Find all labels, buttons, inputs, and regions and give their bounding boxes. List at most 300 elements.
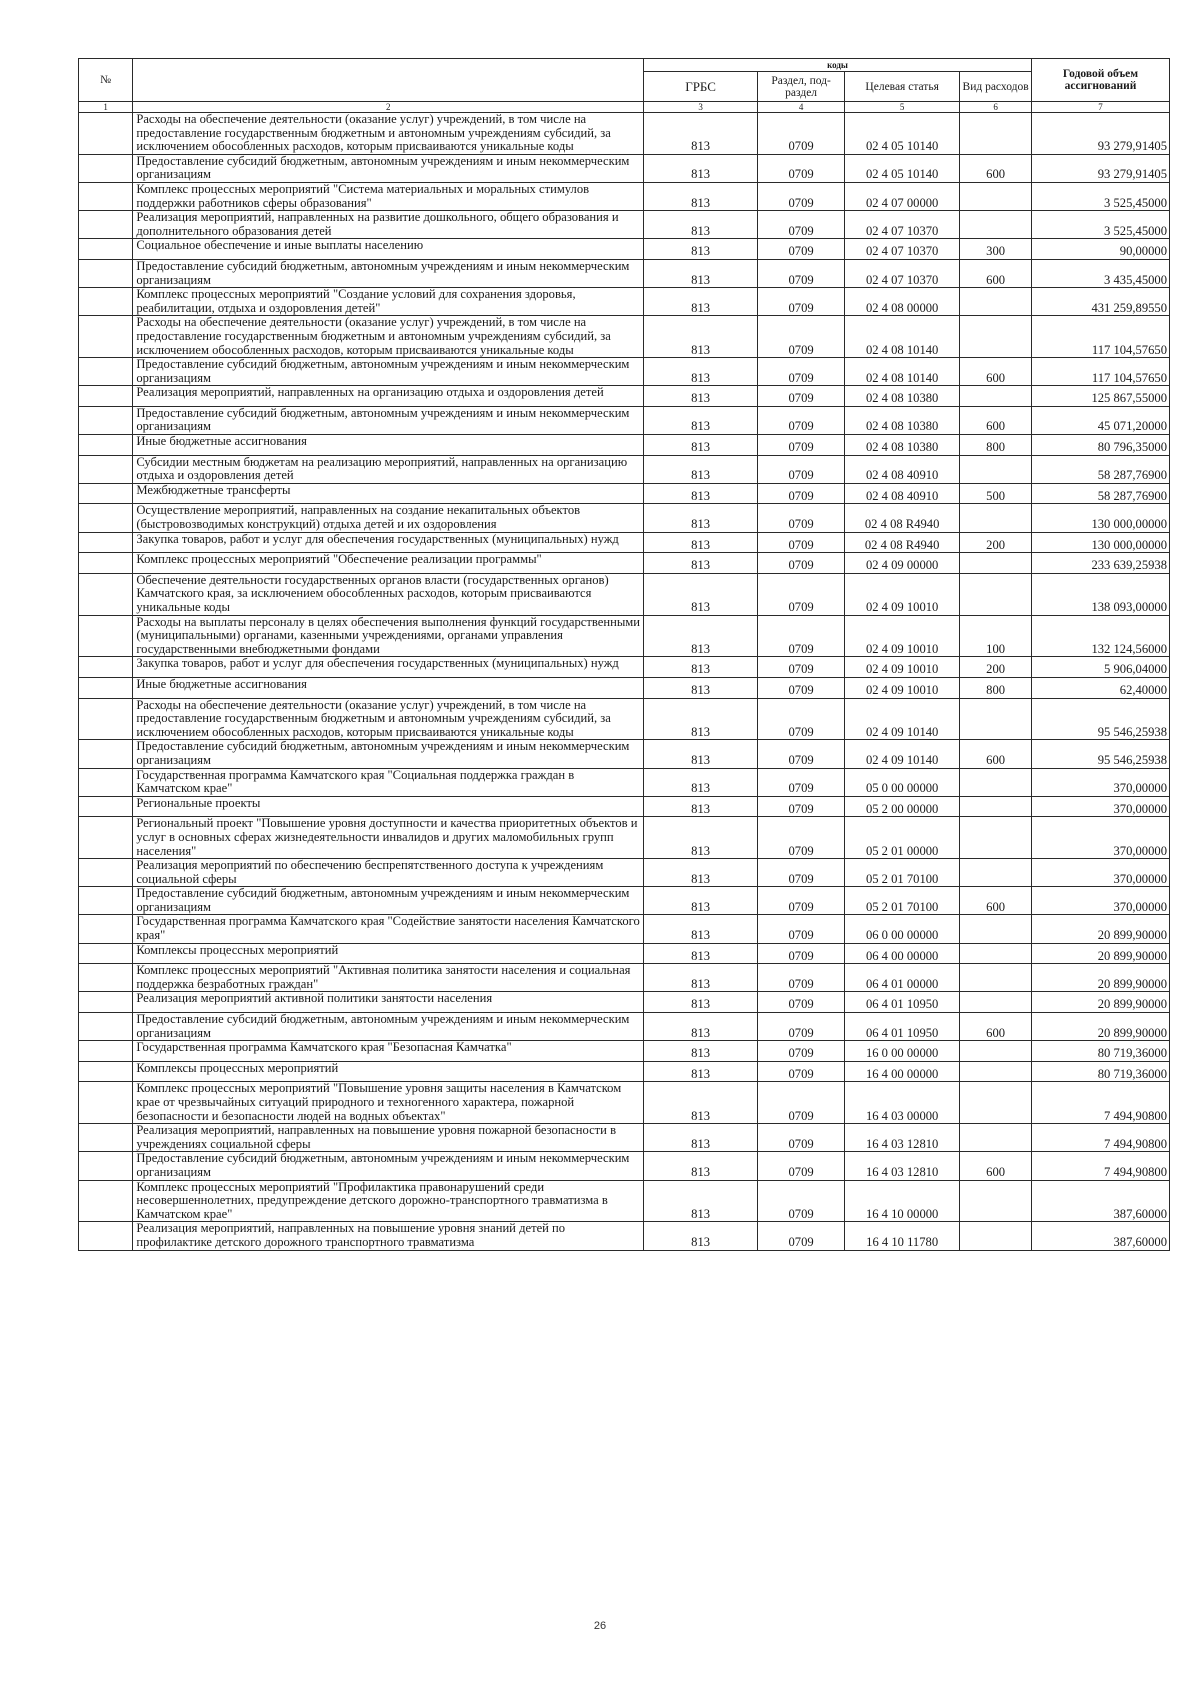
table-row: [79, 1013, 1170, 1041]
row-number-cell: [79, 1041, 133, 1062]
grbs-code: 813: [644, 113, 758, 155]
target-article-code: 06 4 00 00000: [845, 943, 960, 964]
expense-kind-code: [960, 915, 1032, 943]
target-article-code: 05 2 01 70100: [845, 887, 960, 915]
expense-kind-code: 600: [960, 740, 1032, 768]
section-code: 0709: [758, 455, 845, 483]
annual-amount: 125 867,55000: [1031, 386, 1169, 407]
table-row: [79, 768, 1170, 796]
expense-kind-code: [960, 211, 1032, 239]
table-row: [79, 113, 1170, 155]
expense-kind-code: [960, 1180, 1032, 1222]
target-article-code: 02 4 07 10370: [845, 211, 960, 239]
target-article-code: 06 4 01 10950: [845, 992, 960, 1013]
table-row: [79, 1222, 1170, 1250]
target-article-code: 02 4 08 R4940: [845, 532, 960, 553]
target-article-code: 02 4 09 10010: [845, 677, 960, 698]
annual-amount: 370,00000: [1031, 768, 1169, 796]
annual-amount: 387,60000: [1031, 1180, 1169, 1222]
table-row: [79, 553, 1170, 574]
table-row: [79, 573, 1170, 615]
grbs-code: 813: [644, 1180, 758, 1222]
target-article-code: 05 2 00 00000: [845, 796, 960, 817]
section-code: 0709: [758, 615, 845, 657]
expense-name: Предоставление субсидий бюджетным, автономным учреждениям и иным некоммерческим организациям: [133, 358, 644, 386]
expense-kind-code: [960, 1082, 1032, 1124]
expense-name: Предоставление субсидий бюджетным, автономным учреждениям и иным некоммерческим организациям: [133, 406, 644, 434]
table-row: [79, 887, 1170, 915]
expense-kind-code: [960, 504, 1032, 532]
grbs-code: 813: [644, 817, 758, 859]
annual-amount: 117 104,57650: [1031, 358, 1169, 386]
target-article-code: 02 4 08 10140: [845, 316, 960, 358]
section-code: 0709: [758, 239, 845, 260]
header-index: 7: [1031, 102, 1169, 113]
row-number-cell: [79, 532, 133, 553]
table-row: [79, 943, 1170, 964]
header-index: 3: [644, 102, 758, 113]
table-row: [79, 435, 1170, 456]
grbs-code: 813: [644, 657, 758, 678]
grbs-code: 813: [644, 358, 758, 386]
section-code: 0709: [758, 796, 845, 817]
annual-amount: 370,00000: [1031, 887, 1169, 915]
expense-name: Реализация мероприятий, направленных на организацию отдыха и оздоровления детей: [133, 386, 644, 407]
expense-kind-code: 800: [960, 435, 1032, 456]
row-number-cell: [79, 698, 133, 740]
target-article-code: 02 4 08 10140: [845, 358, 960, 386]
expense-name: Реализация мероприятий, направленных на повышение уровня пожарной безопасности в учреждениях социальной сферы: [133, 1124, 644, 1152]
expense-name: Закупка товаров, работ и услуг для обеспечения государственных (муниципальных) нужд: [133, 657, 644, 678]
row-number-cell: [79, 1152, 133, 1180]
expense-kind-code: [960, 182, 1032, 210]
annual-amount: 117 104,57650: [1031, 316, 1169, 358]
target-article-code: 02 4 09 10010: [845, 657, 960, 678]
grbs-code: 813: [644, 943, 758, 964]
grbs-code: 813: [644, 504, 758, 532]
grbs-code: 813: [644, 532, 758, 553]
expense-kind-code: [960, 386, 1032, 407]
annual-amount: 370,00000: [1031, 796, 1169, 817]
section-code: 0709: [758, 573, 845, 615]
target-article-code: 02 4 08 10380: [845, 386, 960, 407]
annual-amount: 138 093,00000: [1031, 573, 1169, 615]
expense-kind-code: [960, 1041, 1032, 1062]
grbs-code: 813: [644, 1222, 758, 1250]
section-code: 0709: [758, 817, 845, 859]
annual-amount: 7 494,90800: [1031, 1124, 1169, 1152]
table-row: [79, 657, 1170, 678]
row-number-cell: [79, 915, 133, 943]
table-row: [79, 817, 1170, 859]
table-row: [79, 1180, 1170, 1222]
annual-amount: 5 906,04000: [1031, 657, 1169, 678]
expense-name: Субсидии местным бюджетам на реализацию мероприятий, направленных на организацию отдыха и оздоровления детей: [133, 455, 644, 483]
row-number-cell: [79, 455, 133, 483]
table-row: [79, 259, 1170, 287]
page-number: 26: [593, 1620, 607, 1632]
table-row: [79, 796, 1170, 817]
expense-name: Комплекс процессных мероприятий "Обеспечение реализации программы": [133, 553, 644, 574]
header-grbs: ГРБС: [644, 72, 758, 102]
target-article-code: 02 4 08 40910: [845, 455, 960, 483]
section-code: 0709: [758, 113, 845, 155]
target-article-code: 05 0 00 00000: [845, 768, 960, 796]
grbs-code: 813: [644, 915, 758, 943]
expense-name: Реализация мероприятий, направленных на развитие дошкольного, общего образования и дополнительного образования детей: [133, 211, 644, 239]
row-number-cell: [79, 113, 133, 155]
expense-name: Региональный проект "Повышение уровня доступности и качества приоритетных объектов и услуг в основных сферах жизнедеятельности инвалидов и других маломобильных групп населения": [133, 817, 644, 859]
table-row: [79, 532, 1170, 553]
section-code: 0709: [758, 887, 845, 915]
annual-amount: 3 525,45000: [1031, 182, 1169, 210]
table-row: [79, 504, 1170, 532]
row-number-cell: [79, 406, 133, 434]
table-row: [79, 1041, 1170, 1062]
annual-amount: 387,60000: [1031, 1222, 1169, 1250]
expense-name: Комплекс процессных мероприятий "Активная политика занятости населения и социальная поддержка безработных граждан": [133, 964, 644, 992]
expense-kind-code: 600: [960, 358, 1032, 386]
header-name: [133, 59, 644, 102]
table-row: [79, 239, 1170, 260]
row-number-cell: [79, 740, 133, 768]
expense-kind-code: [960, 698, 1032, 740]
row-number-cell: [79, 239, 133, 260]
section-code: 0709: [758, 1152, 845, 1180]
row-number-cell: [79, 768, 133, 796]
grbs-code: 813: [644, 239, 758, 260]
row-number-cell: [79, 817, 133, 859]
row-number-cell: [79, 796, 133, 817]
target-article-code: 06 0 00 00000: [845, 915, 960, 943]
expense-kind-code: [960, 455, 1032, 483]
annual-amount: 80 719,36000: [1031, 1061, 1169, 1082]
table-row: [79, 316, 1170, 358]
target-article-code: 16 4 03 00000: [845, 1082, 960, 1124]
target-article-code: 16 4 00 00000: [845, 1061, 960, 1082]
grbs-code: 813: [644, 859, 758, 887]
annual-amount: 20 899,90000: [1031, 943, 1169, 964]
header-num: №: [79, 59, 133, 102]
section-code: 0709: [758, 1180, 845, 1222]
grbs-code: 813: [644, 1152, 758, 1180]
expense-kind-code: 600: [960, 1013, 1032, 1041]
header-index: 5: [845, 102, 960, 113]
expense-kind-code: 800: [960, 677, 1032, 698]
grbs-code: 813: [644, 615, 758, 657]
row-number-cell: [79, 1180, 133, 1222]
section-code: 0709: [758, 1041, 845, 1062]
row-number-cell: [79, 1124, 133, 1152]
section-code: 0709: [758, 698, 845, 740]
grbs-code: 813: [644, 386, 758, 407]
row-number-cell: [79, 259, 133, 287]
expense-name: Расходы на выплаты персоналу в целях обеспечения выполнения функций государственными (муниципальными) органами, казенными учреждениями, органами управления государственными внебюджетными фондами: [133, 615, 644, 657]
table-row: [79, 859, 1170, 887]
row-number-cell: [79, 1061, 133, 1082]
table-row: [79, 406, 1170, 434]
row-number-cell: [79, 1082, 133, 1124]
target-article-code: 05 2 01 00000: [845, 817, 960, 859]
target-article-code: 02 4 08 10380: [845, 406, 960, 434]
expense-name: Региональные проекты: [133, 796, 644, 817]
annual-amount: 3 525,45000: [1031, 211, 1169, 239]
grbs-code: 813: [644, 740, 758, 768]
section-code: 0709: [758, 288, 845, 316]
target-article-code: 02 4 08 00000: [845, 288, 960, 316]
expense-name: Комплексы процессных мероприятий: [133, 1061, 644, 1082]
table-row: [79, 154, 1170, 182]
grbs-code: 813: [644, 1041, 758, 1062]
expense-name: Предоставление субсидий бюджетным, автономным учреждениям и иным некоммерческим организациям: [133, 259, 644, 287]
expense-kind-code: 200: [960, 657, 1032, 678]
annual-amount: 45 071,20000: [1031, 406, 1169, 434]
target-article-code: 02 4 07 10370: [845, 259, 960, 287]
annual-amount: 7 494,90800: [1031, 1082, 1169, 1124]
table-row: [79, 483, 1170, 504]
expense-name: Иные бюджетные ассигнования: [133, 435, 644, 456]
annual-amount: 20 899,90000: [1031, 1013, 1169, 1041]
row-number-cell: [79, 657, 133, 678]
grbs-code: 813: [644, 1124, 758, 1152]
table-row: [79, 1152, 1170, 1180]
section-code: 0709: [758, 943, 845, 964]
expense-kind-code: [960, 859, 1032, 887]
expense-kind-code: [960, 992, 1032, 1013]
expense-name: Комплекс процессных мероприятий "Создание условий для сохранения здоровья, реабилитации, отдыха и оздоровления детей": [133, 288, 644, 316]
expense-kind-code: [960, 796, 1032, 817]
table-row: [79, 698, 1170, 740]
grbs-code: 813: [644, 698, 758, 740]
target-article-code: 02 4 08 10380: [845, 435, 960, 456]
expense-kind-code: [960, 1061, 1032, 1082]
annual-amount: 431 259,89550: [1031, 288, 1169, 316]
annual-amount: 130 000,00000: [1031, 532, 1169, 553]
row-number-cell: [79, 1222, 133, 1250]
row-number-cell: [79, 615, 133, 657]
expense-name: Расходы на обеспечение деятельности (оказание услуг) учреждений, в том числе на предоставление государственным бюджетным и автономным учреждениям субсидий, за исключением обособленных расходов, которым присваиваются уникальные коды: [133, 316, 644, 358]
target-article-code: 06 4 01 10950: [845, 1013, 960, 1041]
grbs-code: 813: [644, 316, 758, 358]
expense-name: Расходы на обеспечение деятельности (оказание услуг) учреждений, в том числе на предоставление государственным бюджетным и автономным учреждениям субсидий, за исключением обособленных расходов, которым присваиваются уникальные коды: [133, 113, 644, 155]
section-code: 0709: [758, 657, 845, 678]
header-kind: Вид расходов: [960, 72, 1032, 102]
expense-name: Государственная программа Камчатского края "Социальная поддержка граждан в Камчатском крае": [133, 768, 644, 796]
table-header: [79, 59, 1170, 113]
section-code: 0709: [758, 915, 845, 943]
section-code: 0709: [758, 211, 845, 239]
grbs-code: 813: [644, 992, 758, 1013]
expense-name: Предоставление субсидий бюджетным, автономным учреждениям и иным некоммерческим организациям: [133, 740, 644, 768]
target-article-code: 02 4 09 10010: [845, 615, 960, 657]
section-code: 0709: [758, 386, 845, 407]
section-code: 0709: [758, 532, 845, 553]
expense-kind-code: [960, 964, 1032, 992]
section-code: 0709: [758, 406, 845, 434]
expense-name: Комплексы процессных мероприятий: [133, 943, 644, 964]
target-article-code: 16 4 03 12810: [845, 1152, 960, 1180]
row-number-cell: [79, 504, 133, 532]
table-row: [79, 615, 1170, 657]
row-number-cell: [79, 943, 133, 964]
annual-amount: 95 546,25938: [1031, 740, 1169, 768]
expense-name: Предоставление субсидий бюджетным, автономным учреждениям и иным некоммерческим организациям: [133, 1152, 644, 1180]
expense-kind-code: [960, 573, 1032, 615]
expense-name: Государственная программа Камчатского края "Безопасная Камчатка": [133, 1041, 644, 1062]
target-article-code: 02 4 05 10140: [845, 113, 960, 155]
annual-amount: 20 899,90000: [1031, 915, 1169, 943]
row-number-cell: [79, 386, 133, 407]
row-number-cell: [79, 358, 133, 386]
header-index: 1: [79, 102, 133, 113]
table-row: [79, 992, 1170, 1013]
expense-kind-code: 300: [960, 239, 1032, 260]
expense-kind-code: [960, 113, 1032, 155]
expense-name: Государственная программа Камчатского края "Содействие занятости населения Камчатского края": [133, 915, 644, 943]
expense-kind-code: 600: [960, 887, 1032, 915]
expense-name: Иные бюджетные ассигнования: [133, 677, 644, 698]
grbs-code: 813: [644, 1061, 758, 1082]
table-row: [79, 1124, 1170, 1152]
section-code: 0709: [758, 1222, 845, 1250]
section-code: 0709: [758, 553, 845, 574]
grbs-code: 813: [644, 553, 758, 574]
grbs-code: 813: [644, 259, 758, 287]
expense-kind-code: [960, 553, 1032, 574]
row-number-cell: [79, 964, 133, 992]
grbs-code: 813: [644, 964, 758, 992]
table-body: [79, 113, 1170, 1251]
expense-kind-code: [960, 316, 1032, 358]
header-section: Раздел, под-раздел: [758, 72, 845, 102]
grbs-code: 813: [644, 182, 758, 210]
row-number-cell: [79, 483, 133, 504]
section-code: 0709: [758, 259, 845, 287]
annual-amount: 370,00000: [1031, 859, 1169, 887]
table-row: [79, 288, 1170, 316]
annual-amount: 93 279,91405: [1031, 154, 1169, 182]
row-number-cell: [79, 435, 133, 456]
header-codes: коды: [644, 59, 1032, 72]
expense-kind-code: [960, 288, 1032, 316]
annual-amount: 20 899,90000: [1031, 964, 1169, 992]
table-row: [79, 211, 1170, 239]
target-article-code: 02 4 09 10010: [845, 573, 960, 615]
page: [78, 58, 1170, 1251]
expense-kind-code: [960, 1124, 1032, 1152]
expense-name: Реализация мероприятий активной политики занятости населения: [133, 992, 644, 1013]
header-index: 4: [758, 102, 845, 113]
expense-kind-code: 500: [960, 483, 1032, 504]
section-code: 0709: [758, 1061, 845, 1082]
expense-name: Расходы на обеспечение деятельности (оказание услуг) учреждений, в том числе на предоставление государственным бюджетным и автономным учреждениям субсидий, за исключением обособленных расходов, которым присваиваются уникальные коды: [133, 698, 644, 740]
section-code: 0709: [758, 483, 845, 504]
annual-amount: 90,00000: [1031, 239, 1169, 260]
row-number-cell: [79, 677, 133, 698]
annual-amount: 233 639,25938: [1031, 553, 1169, 574]
target-article-code: 02 4 08 R4940: [845, 504, 960, 532]
section-code: 0709: [758, 964, 845, 992]
grbs-code: 813: [644, 483, 758, 504]
row-number-cell: [79, 154, 133, 182]
table-row: [79, 915, 1170, 943]
section-code: 0709: [758, 435, 845, 456]
table-row: [79, 182, 1170, 210]
expense-kind-code: 200: [960, 532, 1032, 553]
section-code: 0709: [758, 677, 845, 698]
row-number-cell: [79, 992, 133, 1013]
target-article-code: 02 4 08 40910: [845, 483, 960, 504]
target-article-code: 02 4 09 10140: [845, 698, 960, 740]
row-number-cell: [79, 1013, 133, 1041]
row-number-cell: [79, 288, 133, 316]
annual-amount: 7 494,90800: [1031, 1152, 1169, 1180]
annual-amount: 370,00000: [1031, 817, 1169, 859]
section-code: 0709: [758, 504, 845, 532]
row-number-cell: [79, 316, 133, 358]
grbs-code: 813: [644, 455, 758, 483]
section-code: 0709: [758, 740, 845, 768]
section-code: 0709: [758, 768, 845, 796]
row-number-cell: [79, 182, 133, 210]
section-code: 0709: [758, 992, 845, 1013]
expense-name: Предоставление субсидий бюджетным, автономным учреждениям и иным некоммерческим организациям: [133, 154, 644, 182]
expense-name: Реализация мероприятий, направленных на повышение уровня знаний детей по профилактике детского дорожного транспортного травматизма: [133, 1222, 644, 1250]
expense-kind-code: 600: [960, 406, 1032, 434]
expense-name: Комплекс процессных мероприятий "Профилактика правонарушений среди несовершеннолетних, предупреждение детского дорожно-транспортного травматизма в Камчатском крае": [133, 1180, 644, 1222]
expense-name: Межбюджетные трансферты: [133, 483, 644, 504]
row-number-cell: [79, 211, 133, 239]
target-article-code: 05 2 01 70100: [845, 859, 960, 887]
table-row: [79, 677, 1170, 698]
annual-amount: 20 899,90000: [1031, 992, 1169, 1013]
table-row: [79, 386, 1170, 407]
expense-name: Обеспечение деятельности государственных органов власти (государственных органов) Камчатского края, за исключением обособленных расходов, которым присваиваются уникальные коды: [133, 573, 644, 615]
grbs-code: 813: [644, 288, 758, 316]
grbs-code: 813: [644, 768, 758, 796]
target-article-code: 02 4 05 10140: [845, 154, 960, 182]
grbs-code: 813: [644, 1013, 758, 1041]
table-row: [79, 1061, 1170, 1082]
section-code: 0709: [758, 1124, 845, 1152]
annual-amount: 58 287,76900: [1031, 483, 1169, 504]
grbs-code: 813: [644, 1082, 758, 1124]
annual-amount: 93 279,91405: [1031, 113, 1169, 155]
grbs-code: 813: [644, 573, 758, 615]
section-code: 0709: [758, 859, 845, 887]
grbs-code: 813: [644, 406, 758, 434]
section-code: 0709: [758, 1013, 845, 1041]
header-index: 2: [133, 102, 644, 113]
annual-amount: 58 287,76900: [1031, 455, 1169, 483]
target-article-code: 16 4 10 11780: [845, 1222, 960, 1250]
expense-kind-code: 600: [960, 259, 1032, 287]
row-number-cell: [79, 573, 133, 615]
grbs-code: 813: [644, 677, 758, 698]
annual-amount: 95 546,25938: [1031, 698, 1169, 740]
annual-amount: 132 124,56000: [1031, 615, 1169, 657]
expense-name: Осуществление мероприятий, направленных на создание некапитальных объектов (быстровозводимых конструкций) отдыха детей и их оздоровления: [133, 504, 644, 532]
annual-amount: 62,40000: [1031, 677, 1169, 698]
header-index: 6: [960, 102, 1032, 113]
expense-kind-code: 600: [960, 154, 1032, 182]
table-row: [79, 455, 1170, 483]
target-article-code: 02 4 07 00000: [845, 182, 960, 210]
table-row: [79, 740, 1170, 768]
expense-name: Комплекс процессных мероприятий "Повышение уровня защиты населения в Камчатском крае от чрезвычайных ситуаций природного и техногенного характера, пожарной безопасности и безопасности людей на водных объектах": [133, 1082, 644, 1124]
row-number-cell: [79, 887, 133, 915]
section-code: 0709: [758, 182, 845, 210]
